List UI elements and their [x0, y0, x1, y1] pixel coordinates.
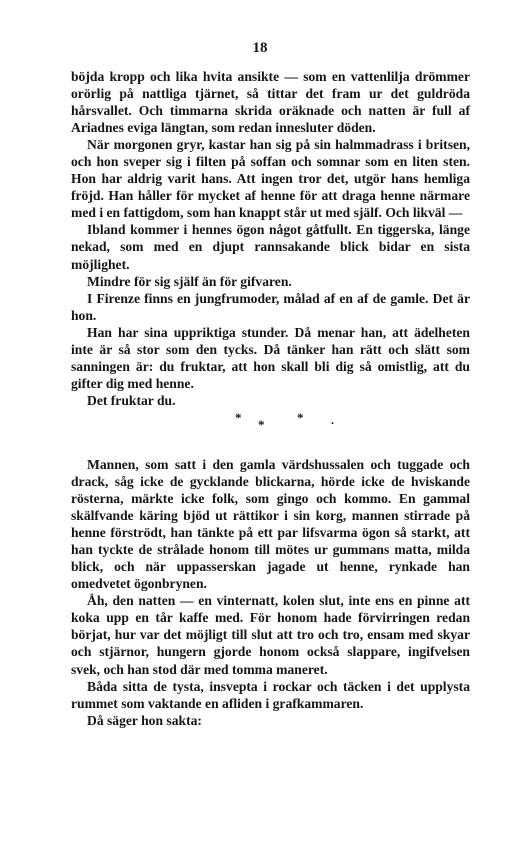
separator-star: * [297, 409, 304, 425]
body-text [71, 68, 470, 729]
paragraph: Det fruktar du. [87, 392, 176, 408]
paragraph: Båda sitta de tysta, insvepta i rockar och täcken i det upplysta rummet som vaktande en afliden i grafkammaren. [71, 678, 470, 711]
paragraph: Mindre för sig själf än för gifvaren. [87, 273, 292, 289]
separator-star: * [258, 416, 265, 432]
paragraph: Han har sina uppriktiga stunder. Då menar han, att ädelheten inte är så stor som den tycks. Då tänker han rätt och slätt som sanningen är: du fruktar, att hon skall bli dig så omistlig, att du gifter dig med henne. [71, 324, 470, 391]
paragraph: När morgonen gryr, kastar han sig på sin halmmadrass i britsen, och hon sveper sig i filten på soffan och somnar som en liten sten. Hon har aldrig varit hans. Att ingen tror det, utgör hans hemliga fröjd. Han håller för mycket af henne för att draga henne närmare med i en fattigdom, som han knappt står ut med själf. Och likväl — [71, 137, 470, 221]
separator-dot: . [331, 412, 334, 427]
separator-star: * [235, 409, 242, 425]
paragraph: Åh, den natten — en vinternatt, kolen slut, inte ens en pinne att koka upp en tår kaffe med. För honom hade förvirringen redan börjat, hur var det möjligt till slut att tro och tro, ensam med skyar och stjärnor, hungern gjorde honom också slappare, ingifvelsen svek, och han stod där med tomma maneret. [71, 593, 470, 677]
paragraph: böjda kropp och lika hvita ansikte — som en vattenlilja drömmer orörlig på nattliga tjärnet, så tittar det fram ur det guldröda hårsvallet. Och timmarna skrida oräknade och natten är full af Ariadnes eviga längtan, som redan innesluter döden. [71, 69, 470, 136]
section-separator [71, 409, 470, 456]
section-2 [71, 456, 470, 729]
paragraph: Mannen, som satt i den gamla värdshussalen och tuggade och drack, såg icke de gycklande blickarna, hörde icke de hviskande rösterna, märkte icke folk, som gingo och kommo. En gammal skälfvande käring bjöd ut rättikor i sin korg, mannen stirrade på henne förströdt, han tänkte på ett par lifsvarma ögon så starkt, att han tyckte de strålade honom till mötes ur gummans matta, milda blick, och när uppasserskan jagade ut henne, rynkade han omedvetet ögonbrynen. [71, 456, 470, 592]
paragraph: I Firenze finns en jungfrumoder, målad af en af de gamle. Det är hon. [71, 290, 470, 323]
paragraph: Då säger hon sakta: [87, 712, 202, 728]
page-number: 18 [252, 40, 268, 56]
section-1 [71, 68, 470, 409]
paragraph: Ibland kommer i hennes ögon något gåtfullt. En tiggerska, länge nekad, som med en djupt rannsakande blick bidar en sista möjlighet. [71, 222, 470, 272]
